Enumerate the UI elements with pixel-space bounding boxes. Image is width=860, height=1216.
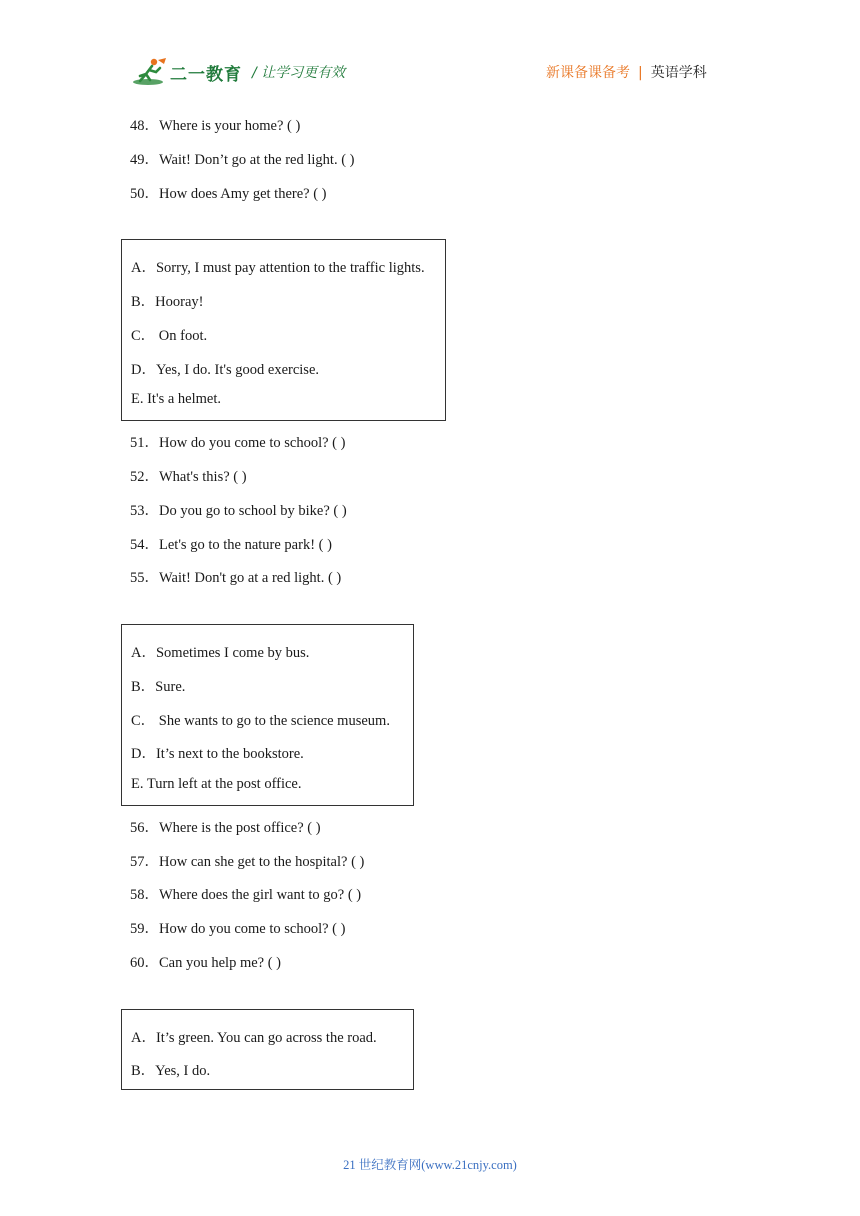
page-header xyxy=(0,0,860,100)
option-b: B．Yes, I do. xyxy=(131,1063,211,1079)
runner-logo-icon xyxy=(132,56,172,88)
question-54: 54．Let's go to the nature park! ( ) xyxy=(130,537,332,553)
options-box-3 xyxy=(121,1009,414,1090)
question-60: 60．Can you help me? ( ) xyxy=(130,955,282,971)
question-55: 55．Wait! Don't go at a red light. ( ) xyxy=(130,570,342,586)
options-box-2 xyxy=(121,624,414,806)
header-tag-left: 新课备课备考 xyxy=(546,65,630,81)
option-a: A．It’s green. You can go across the road. xyxy=(131,1030,377,1046)
question-50: 50．How does Amy get there? ( ) xyxy=(130,186,327,202)
logo-text: 二一教育 xyxy=(170,65,242,85)
question-53: 53．Do you go to school by bike? ( ) xyxy=(130,503,347,519)
question-49: 49．Wait! Don’t go at the red light. ( ) xyxy=(130,152,355,168)
question-52: 52．What's this? ( ) xyxy=(130,469,247,485)
option-a: A．Sorry, I must pay attention to the traffic lights. xyxy=(131,260,425,276)
question-48: 48．Where is your home? ( ) xyxy=(130,118,301,134)
question-58: 58．Where does the girl want to go? ( ) xyxy=(130,887,362,903)
slogan: / 让学习更有效 xyxy=(252,65,346,81)
option-d: D．It’s next to the bookstore. xyxy=(131,746,304,762)
option-c: C． On foot. xyxy=(131,328,208,344)
option-e: E. It's a helmet. xyxy=(131,391,221,407)
option-e: E. Turn left at the post office. xyxy=(131,776,302,792)
header-tags xyxy=(546,62,707,82)
header-separator: | xyxy=(638,65,643,81)
option-c: C． She wants to go to the science museum. xyxy=(131,713,390,729)
page-footer: 21 世纪教育网(www.21cnjy.com) xyxy=(343,1158,517,1172)
option-b: B．Sure. xyxy=(131,679,186,695)
option-a: A．Sometimes I come by bus. xyxy=(131,645,310,661)
question-57: 57．How can she get to the hospital? ( ) xyxy=(130,854,365,870)
logo xyxy=(132,56,252,88)
question-56: 56．Where is the post office? ( ) xyxy=(130,820,321,836)
header-tag-right: 英语学科 xyxy=(650,65,707,81)
options-box-1 xyxy=(121,239,446,421)
question-59: 59．How do you come to school? ( ) xyxy=(130,921,346,937)
option-b: B．Hooray! xyxy=(131,294,204,310)
option-d: D．Yes, I do. It's good exercise. xyxy=(131,362,320,378)
question-51: 51．How do you come to school? ( ) xyxy=(130,435,346,451)
